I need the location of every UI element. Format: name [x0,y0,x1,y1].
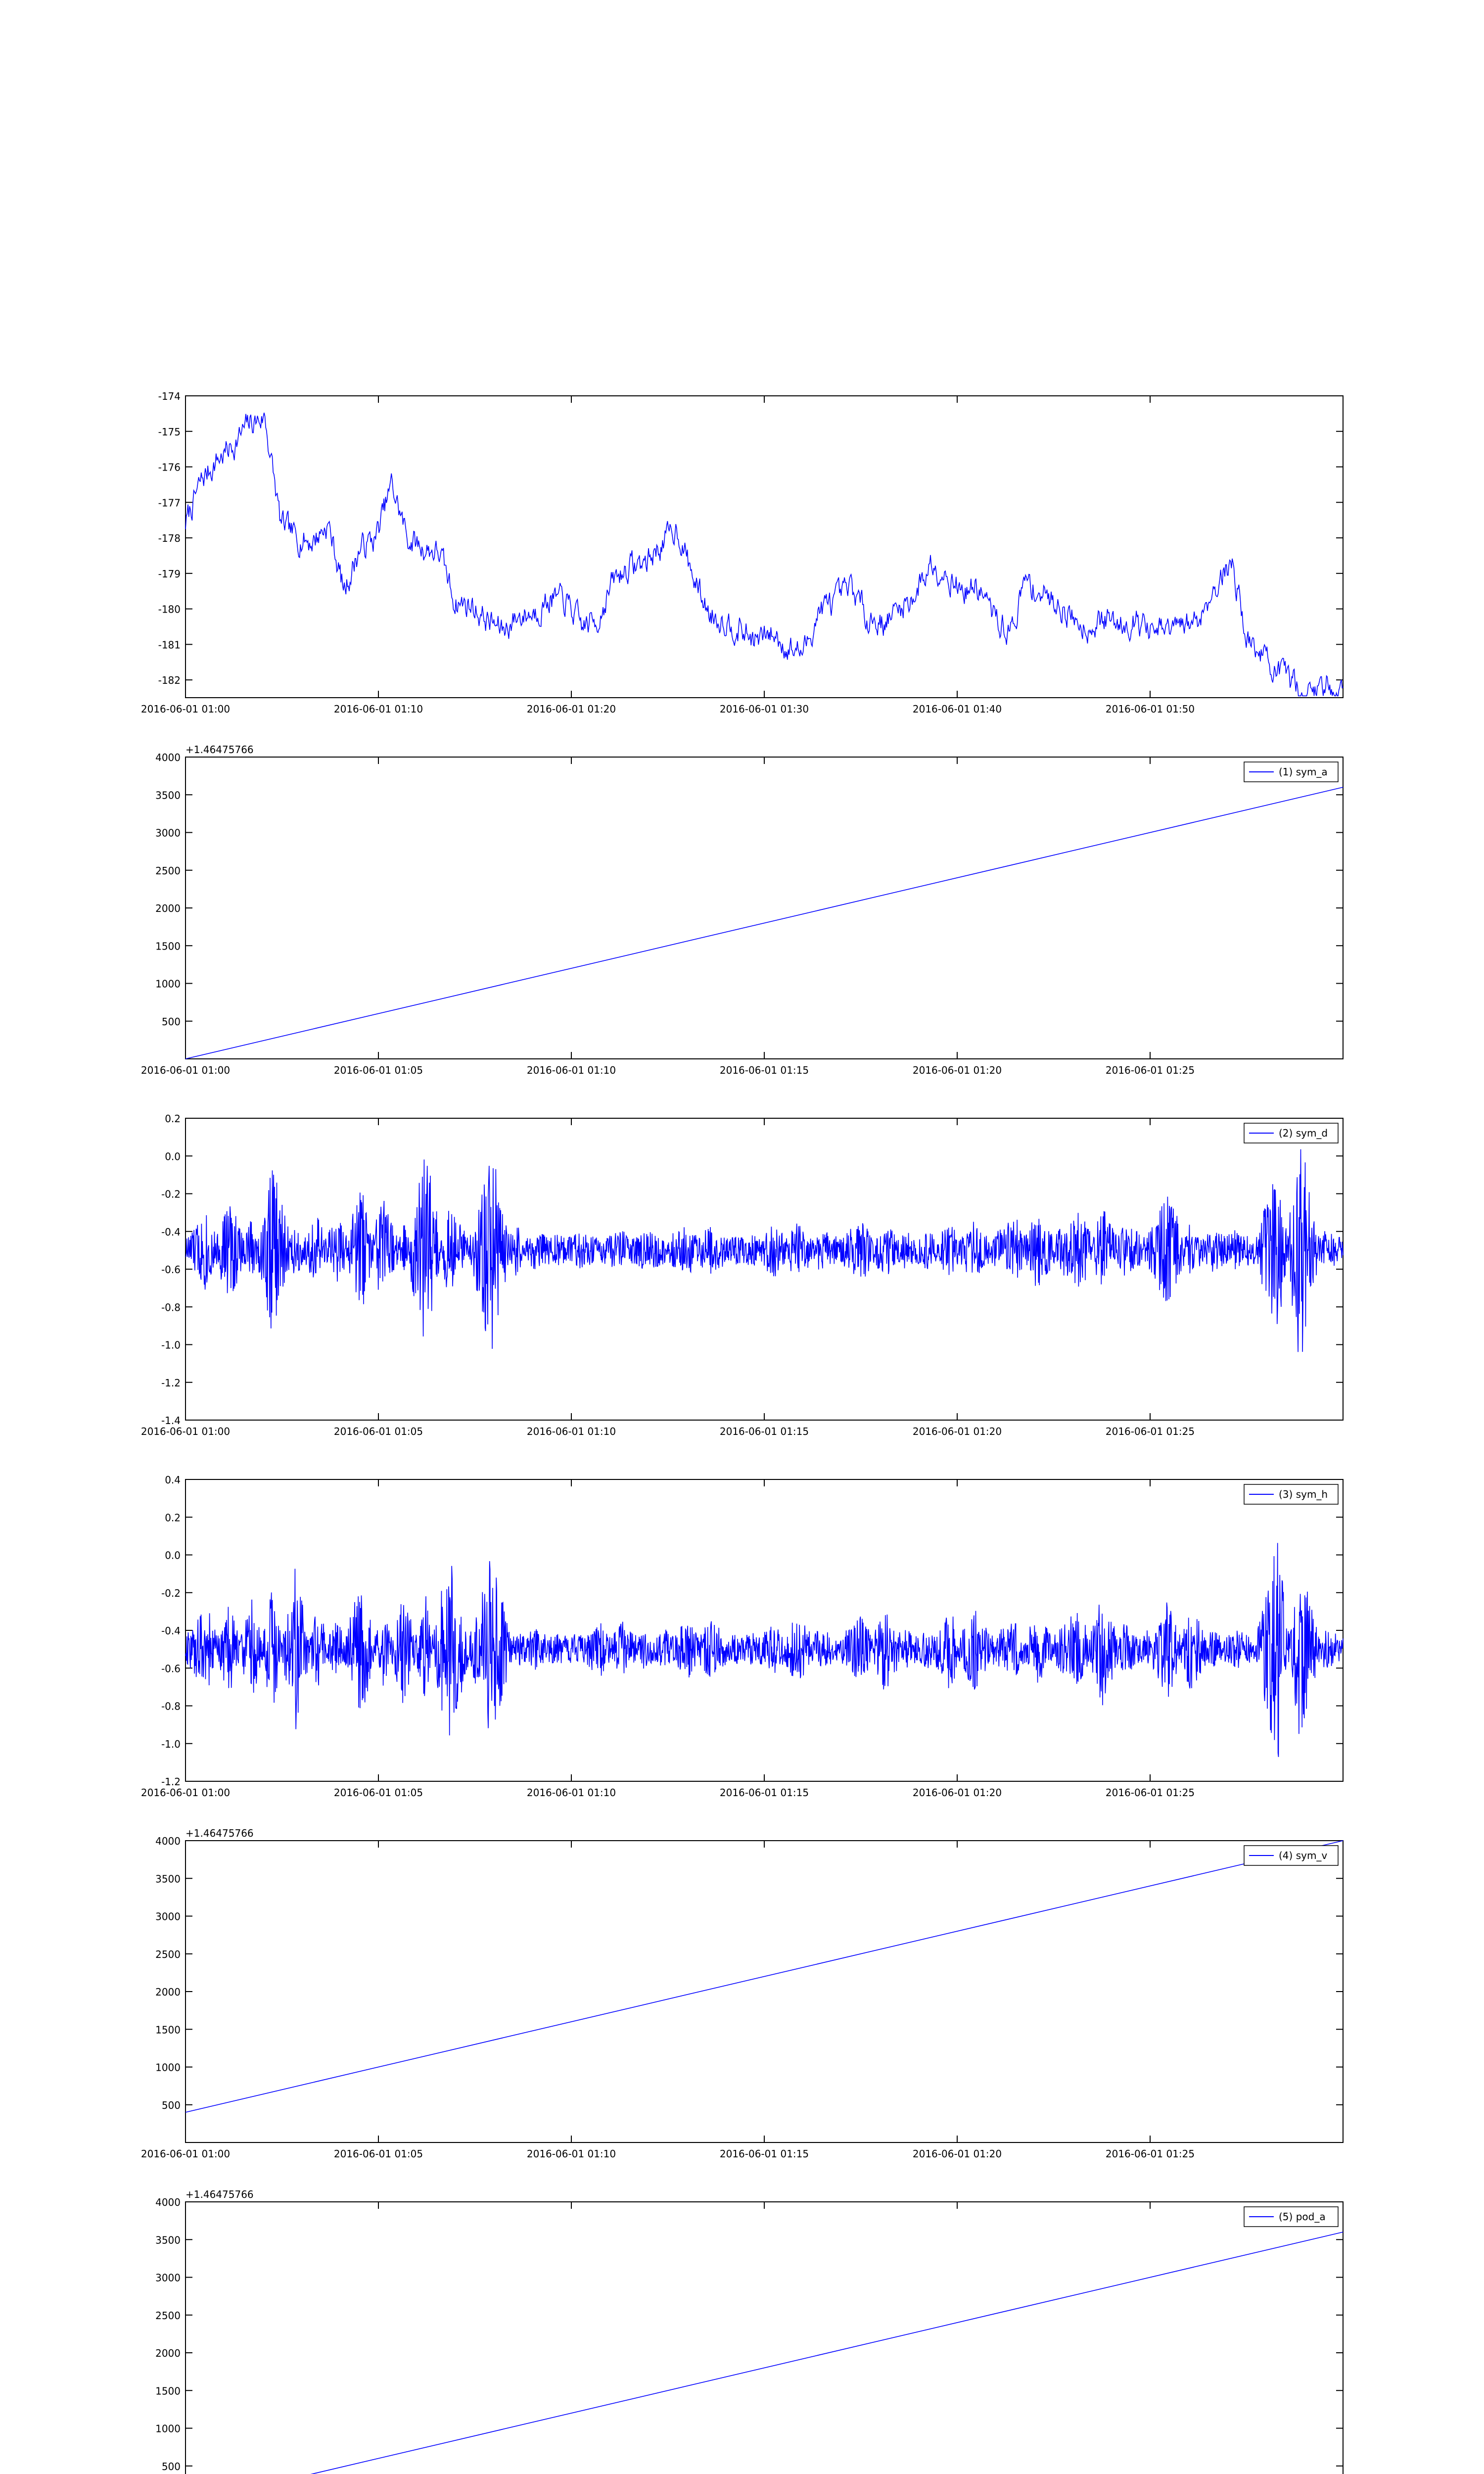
y-tick-label: 3000 [155,827,181,839]
x-tick-label: 2016-06-01 01:15 [719,1064,809,1076]
chart-panel-5 [141,1827,1343,2160]
legend [1244,1484,1338,1504]
x-tick-label: 2016-06-01 01:10 [526,1426,616,1437]
x-tick-label: 2016-06-01 01:30 [719,703,809,715]
y-tick-label: 0.0 [165,1549,181,1562]
y-tick-label: -1.0 [161,1339,181,1351]
y-tick-label: 0.4 [165,1474,181,1486]
chart-panel-6 [141,2189,1343,2474]
legend-label: (1) sym_a [1279,766,1328,778]
y-tick-label: -1.4 [161,1415,181,1427]
chart-panel-3 [141,1113,1343,1437]
y-tick-label: 4000 [155,752,181,763]
x-tick-label: 2016-06-01 01:25 [1105,1787,1195,1799]
y-tick-label: -176 [158,461,181,474]
y-tick-label: 1500 [155,940,181,952]
y-tick-label: 4000 [155,1835,181,1847]
legend-label: (5) pod_a [1279,2211,1326,2223]
x-tick-label: 2016-06-01 01:25 [1105,2148,1195,2160]
y-tick-label: -0.8 [161,1700,181,1713]
x-tick-label: 2016-06-01 01:00 [140,2148,231,2160]
y-tick-label: -1.0 [161,1738,181,1750]
x-tick-label: 2016-06-01 01:15 [719,1787,809,1799]
x-tick-label: 2016-06-01 01:20 [912,1787,1002,1799]
offset-label: +1.46475766 [186,744,254,756]
x-tick-label: 2016-06-01 01:05 [333,2148,423,2160]
x-tick-label: 2016-06-01 01:25 [1105,1064,1195,1076]
legend-label: (2) sym_d [1279,1127,1328,1139]
y-tick-label: 4000 [155,2196,181,2208]
legend [1244,762,1338,782]
y-tick-label: 500 [161,2099,181,2111]
x-tick-label: 2016-06-01 01:25 [1105,1426,1195,1437]
x-tick-label: 2016-06-01 01:15 [719,2148,809,2160]
x-tick-label: 2016-06-01 01:40 [912,703,1002,715]
y-tick-label: 3500 [155,1873,181,1885]
y-tick-label: 1000 [155,2423,181,2435]
series-line [186,2232,1343,2474]
y-tick-label: 3500 [155,789,181,802]
legend [1244,1846,1338,1865]
chart-panel-4 [141,1474,1343,1799]
y-tick-label: -0.2 [161,1188,181,1200]
y-tick-label: -1.2 [161,1776,181,1788]
y-tick-label: 0.2 [165,1512,181,1524]
y-tick-label: -182 [158,674,181,687]
y-tick-label: 1000 [155,978,181,990]
series-line [186,787,1343,1059]
legend [1244,2207,1338,2227]
y-tick-label: 500 [161,2460,181,2473]
x-tick-label: 2016-06-01 01:00 [140,703,231,715]
y-tick-label: -0.2 [161,1587,181,1599]
x-tick-label: 2016-06-01 01:20 [912,1426,1002,1437]
offset-label: +1.46475766 [186,2189,254,2200]
x-tick-label: 2016-06-01 01:10 [333,703,423,715]
y-tick-label: 1000 [155,2061,181,2074]
y-tick-label: -181 [158,639,181,651]
y-tick-label: 1500 [155,2385,181,2397]
axes-frame [186,396,1343,698]
y-tick-label: 0.0 [165,1150,181,1163]
y-tick-label: -0.4 [161,1226,181,1238]
legend [1244,1123,1338,1143]
legend-label: (3) sym_h [1279,1488,1328,1500]
x-tick-label: 2016-06-01 01:10 [526,1787,616,1799]
y-tick-label: -178 [158,532,181,545]
x-tick-label: 2016-06-01 01:05 [333,1426,423,1437]
x-tick-label: 2016-06-01 01:05 [333,1064,423,1076]
x-tick-label: 2016-06-01 01:10 [526,1064,616,1076]
series-line [186,1841,1343,2112]
x-tick-label: 2016-06-01 01:20 [912,2148,1002,2160]
x-tick-label: 2016-06-01 01:00 [140,1064,231,1076]
axes-frame [186,1841,1343,2142]
axes-frame [186,757,1343,1059]
y-tick-label: 1500 [155,2024,181,2036]
y-tick-label: 2500 [155,1948,181,1960]
y-tick-label: 0.2 [165,1113,181,1125]
y-tick-label: -0.6 [161,1663,181,1675]
y-tick-label: -175 [158,426,181,438]
chart-panel-1 [141,390,1343,715]
y-tick-label: 3500 [155,2234,181,2246]
y-tick-label: -1.2 [161,1377,181,1389]
y-tick-label: -0.4 [161,1625,181,1637]
y-tick-label: -174 [158,390,181,402]
x-tick-label: 2016-06-01 01:20 [912,1064,1002,1076]
y-tick-label: 2500 [155,2309,181,2322]
legend-label: (4) sym_v [1279,1850,1328,1861]
y-tick-label: 2000 [155,1986,181,1998]
y-tick-label: 3000 [155,2272,181,2284]
x-tick-label: 2016-06-01 01:15 [719,1426,809,1437]
y-tick-label: -179 [158,568,181,580]
x-tick-label: 2016-06-01 01:20 [526,703,616,715]
y-tick-label: 2000 [155,903,181,914]
y-tick-label: -0.6 [161,1264,181,1276]
y-tick-label: -180 [158,603,181,616]
x-tick-label: 2016-06-01 01:05 [333,1787,423,1799]
y-tick-label: 500 [161,1015,181,1028]
offset-label: +1.46475766 [186,1827,254,1839]
axes-frame [186,2202,1343,2474]
series-line [186,413,1343,696]
x-tick-label: 2016-06-01 01:00 [140,1787,231,1799]
x-tick-label: 2016-06-01 01:10 [526,2148,616,2160]
y-tick-label: 3000 [155,1910,181,1923]
x-tick-label: 2016-06-01 01:50 [1105,703,1195,715]
y-tick-label: -177 [158,497,181,509]
y-tick-label: 2500 [155,864,181,877]
y-tick-label: -0.8 [161,1301,181,1314]
series-line [186,1149,1343,1352]
x-tick-label: 2016-06-01 01:00 [140,1426,231,1437]
series-line [186,1543,1343,1757]
chart-panel-2 [141,744,1343,1076]
y-tick-label: 2000 [155,2347,181,2359]
